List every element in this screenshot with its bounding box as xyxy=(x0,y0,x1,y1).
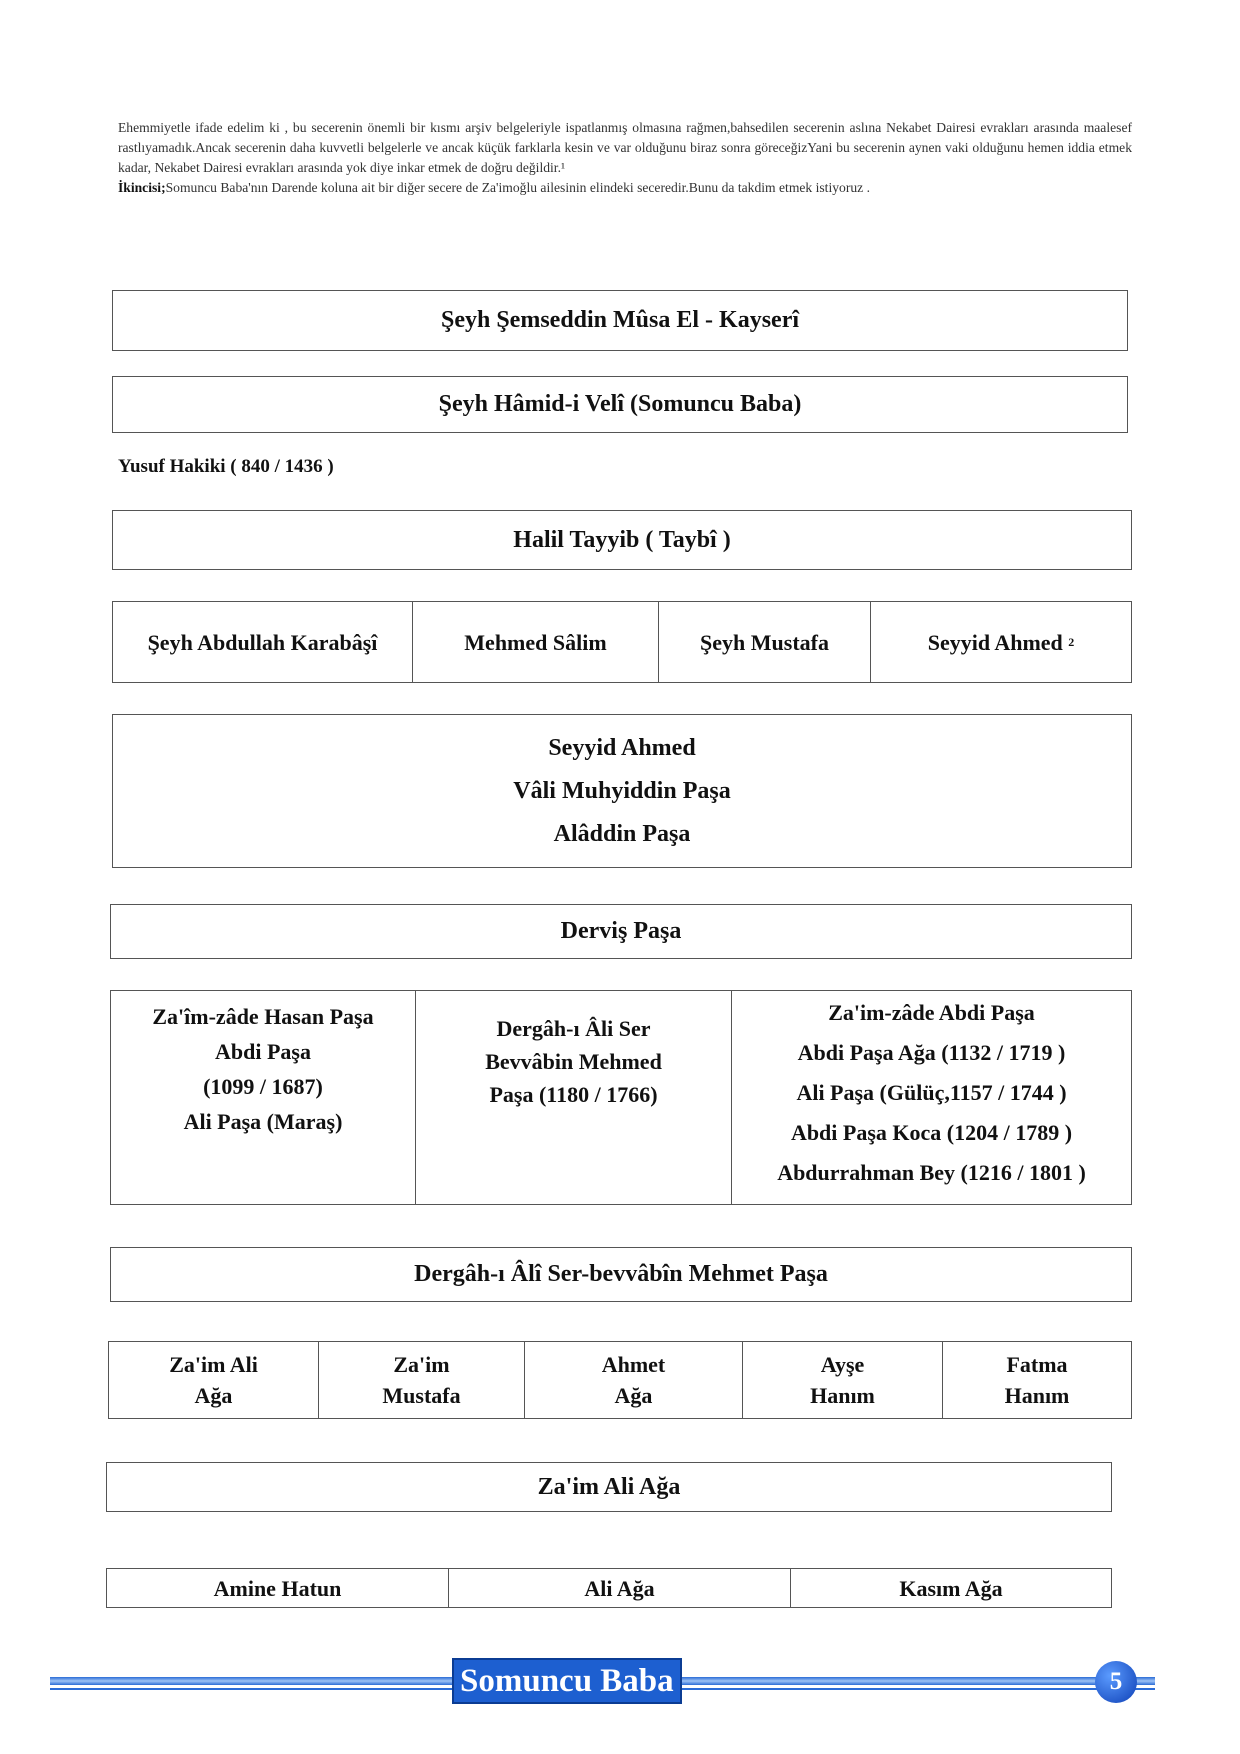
tree-cell xyxy=(791,1569,1111,1607)
tree-line: Za'im Ali xyxy=(169,1352,258,1377)
tree-cell xyxy=(111,991,416,1204)
tree-box-halil-tayyib xyxy=(112,510,1132,570)
tree-line: Ali Paşa (Gülüç,1157 / 1744 ) xyxy=(796,1080,1067,1105)
tree-cell-label: Şeyh Mustafa xyxy=(700,629,829,655)
intro-paragraph-2-body: Somuncu Baba'nın Darende koluna ait bir diğer secere de Za'imoğlu ailesinin elindeki seceredir.Bunu da takdim etmek istiyoruz . xyxy=(165,180,870,195)
footer-title: Somuncu Baba xyxy=(452,1658,682,1704)
tree-row-children-1 xyxy=(112,601,1132,683)
tree-line: Fatma xyxy=(1006,1352,1068,1377)
tree-box-hamid-i-veli-label: Şeyh Hâmid-i Velî (Somuncu Baba) xyxy=(438,391,802,417)
tree-line: Abdurrahman Bey (1216 / 1801 ) xyxy=(777,1160,1086,1185)
tree-line: Alâddin Paşa xyxy=(553,820,691,847)
tree-row-children-2 xyxy=(110,990,1132,1205)
tree-line: Za'im xyxy=(393,1352,450,1377)
intro-paragraph-2 xyxy=(118,178,1132,198)
tree-cell xyxy=(659,602,871,682)
tree-cell-label: Seyyid Ahmed xyxy=(927,629,1063,655)
intro-text xyxy=(118,118,1132,198)
tree-cell xyxy=(319,1342,525,1418)
tree-cell xyxy=(416,991,732,1204)
tree-cell xyxy=(943,1342,1131,1418)
tree-line: Mustafa xyxy=(382,1383,461,1408)
tree-line: Dergâh-ı Âli Ser xyxy=(496,1016,651,1041)
tree-cell xyxy=(109,1342,319,1418)
tree-box-dergah-mehmet-pasa-label: Dergâh-ı Âlî Ser-bevvâbîn Mehmet Paşa xyxy=(414,1261,828,1287)
tree-cell-label: Mehmed Sâlim xyxy=(464,629,607,655)
tree-box-dervis-pasa-label: Derviş Paşa xyxy=(560,918,682,944)
tree-box-hamid-i-veli xyxy=(112,376,1128,433)
tree-cell xyxy=(743,1342,943,1418)
tree-cell xyxy=(113,602,413,682)
footnote-marker: 2 xyxy=(1068,634,1075,649)
tree-line: Za'îm-zâde Hasan Paşa xyxy=(152,1004,374,1029)
tree-line: Seyyid Ahmed xyxy=(548,734,696,761)
intro-paragraph-2-lead: İkincisi; xyxy=(118,180,166,195)
yusuf-hakiki-label: Yusuf Hakiki ( 840 / 1436 ) xyxy=(118,456,334,477)
tree-line: Ağa xyxy=(194,1383,233,1408)
tree-line: (1099 / 1687) xyxy=(203,1074,323,1099)
tree-line: Paşa (1180 / 1766) xyxy=(489,1082,658,1107)
tree-line: Ali Paşa (Maraş) xyxy=(183,1109,343,1134)
tree-row-children-4 xyxy=(106,1568,1112,1608)
tree-cell-label: Ali Ağa xyxy=(584,1575,655,1601)
tree-cell xyxy=(449,1569,791,1607)
tree-cell xyxy=(732,991,1131,1204)
tree-line: Ağa xyxy=(614,1383,653,1408)
tree-box-seyyid-ahmed-line xyxy=(112,714,1132,868)
tree-cell-label: Şeyh Abdullah Karabâşî xyxy=(147,629,378,655)
tree-cell-label: Kasım Ağa xyxy=(899,1575,1003,1601)
tree-box-dergah-mehmet-pasa xyxy=(110,1247,1132,1302)
tree-box-dervis-pasa xyxy=(110,904,1132,959)
tree-line: Abdi Paşa xyxy=(215,1039,311,1064)
tree-cell xyxy=(107,1569,449,1607)
tree-line: Ahmet xyxy=(601,1352,666,1377)
tree-line: Abdi Paşa Koca (1204 / 1789 ) xyxy=(790,1120,1073,1145)
tree-box-zaim-ali-aga xyxy=(106,1462,1112,1512)
tree-box-halil-tayyib-label: Halil Tayyib ( Taybî ) xyxy=(513,526,731,553)
tree-line: Abdi Paşa Ağa (1132 / 1719 ) xyxy=(797,1040,1066,1065)
intro-paragraph-1: Ehemmiyetle ifade edelim ki , bu secerenin önemli bir kısmı arşiv belgeleriyle ispatlanmış olmasına rağmen,bahsedilen secerenin aslına Nekabet Dairesi evrakları arasında maalesef rastlıyamadık.Ancak secerenin daha kuvvetli belgelerle ve ancak küçük farklarla kesin ve var olduğunu biraz sonra göreceğizYani bu secerenin aynen vaki olduğunu hemen iddia etmek kadar, Nekabet Dairesi evrakları arasında yok diye inkar etmek de doğru değildir.¹ xyxy=(118,120,1132,175)
tree-cell xyxy=(525,1342,743,1418)
tree-cell xyxy=(413,602,659,682)
page-number-badge: 5 xyxy=(1095,1661,1137,1703)
tree-line: Hanım xyxy=(1004,1383,1070,1408)
tree-row-children-3 xyxy=(108,1341,1132,1419)
tree-box-semseddin-label: Şeyh Şemseddin Mûsa El - Kayserî xyxy=(440,307,800,333)
tree-line: Za'im-zâde Abdi Paşa xyxy=(828,1000,1035,1025)
tree-cell-label: Amine Hatun xyxy=(213,1575,342,1601)
tree-box-zaim-ali-aga-label: Za'im Ali Ağa xyxy=(537,1473,681,1500)
tree-line: Ayşe xyxy=(820,1352,865,1377)
tree-line: Hanım xyxy=(810,1383,875,1408)
tree-line: Vâli Muhyiddin Paşa xyxy=(513,777,731,804)
tree-cell xyxy=(871,602,1131,682)
tree-line: Bevvâbin Mehmed xyxy=(485,1049,662,1074)
tree-box-semseddin xyxy=(112,290,1128,351)
